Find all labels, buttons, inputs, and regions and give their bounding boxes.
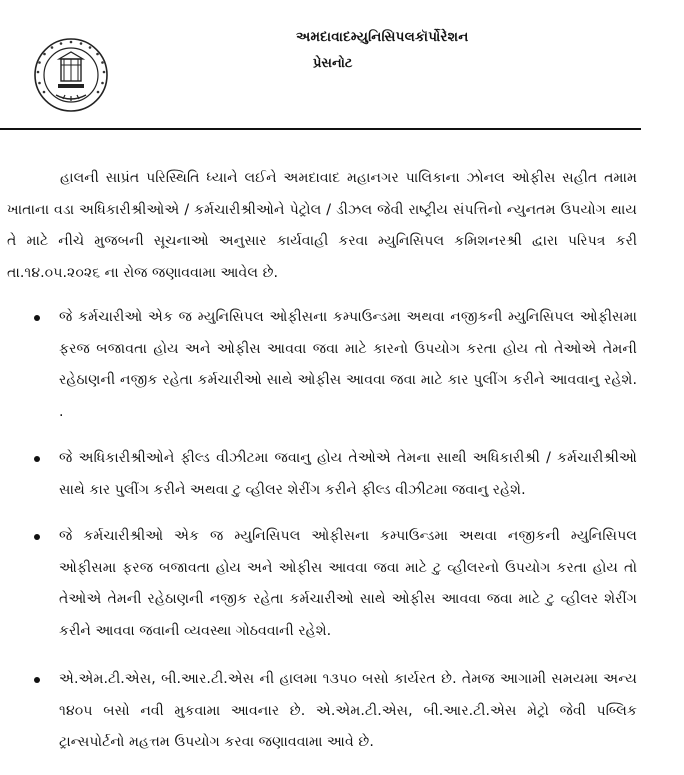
list-item [7, 302, 637, 428]
list-item [7, 521, 637, 647]
list-item-text: એ.એમ.ટી.એસ, બી.આર.ટી.એસ ની હાલમા ૧૩૫૦ બસો કાર્યરત છે. તેમજ આગામી સમયમા અન્ય ૧૪૦૫ બસો નવી મુકવામા આવનાર છે. એ.એમ.ટી.એસ, બી.આર.ટી.એસ મેટ્રો જેવી પબ્લિક ટ્રાન્સપોર્ટનો મહત્તમ ઉપયોગ કરવા જણાવવામા આવે છે. [59, 671, 637, 750]
document-type: પ્રેસનોટ [313, 56, 353, 71]
letterhead [0, 0, 684, 132]
intro-paragraph: હાલની સાપ્રંત પરિસ્થિતિ ધ્યાને લઈને અમદાવાદ મહાનગર પાલિકાના ઝોનલ ઓફીસ સહીત તમામ ખાતાના વડા અધિકારીશ્રીઓએ / કર્મચારીશ્રીઓને પેટ્રોલ / ડીઝલ જેવી રાષ્ટ્રીય સંપત્તિનો ન્યુનતમ ઉપયોગ થાય તે માટે નીચે મુજબની સૂચનાઓ અનુસાર કાર્યવાહી કરવા મ્યુનિસિપલ કમિશનરશ્રી દ્વારા પરિપત્ર કરી તા.૧૪.૦૫.૨૦૨૬ ના રોજ જણાવવામા આવેલ છે. [7, 170, 637, 281]
list-item [7, 443, 637, 506]
instruction-list [7, 302, 637, 759]
list-item-text: જે અધિકારીશ્રીઓને ફીલ્ડ વીઝીટમા જવાનુ હોય તેઓએ તેમના સાથી અધિકારીશ્રી / કર્મચારીશ્રીઓ સાથે કાર પુલીંગ કરીને અથવા ટુ વ્હીલર શેરીંગ કરીને ફીલ્ડ વીઝીટમા જવાનુ રહેશે. [59, 450, 637, 498]
amc-seal-icon [33, 37, 109, 113]
list-item-text: જે કર્મચારીશ્રીઓ એક જ મ્યુનિસિપલ ઓફીસના કમ્પાઉન્ડમા અથવા નજીકની મ્યુનિસિપલ ઓફીસમા ફરજ બજાવતા હોય અને ઓફીસ આવવા જવા માટે ટુ વ્હીલરનો ઉપયોગ કરતા હોય તો તેઓએ તેમની રહેઠાણની નજીક રહેતા કર્મચારીઓ સાથે ઓફીસ આવવા જવા માટે ટુ વ્હીલર શેરીંગ કરીને આવવા જવાની વ્યવસ્થા ગોઠવવાની રહેશે. [59, 528, 637, 639]
bullet-icon [34, 315, 40, 321]
list-item-text: જે કર્મચારીઓ એક જ મ્યુનિસિપલ ઓફીસના કમ્પાઉન્ડમા અથવા નજીકની મ્યુનિસિપલ ઓફીસમા ફરજ બજાવતા હોય અને ઓફીસ આવવા જવા માટે કારનો ઉપયોગ કરતા હોય તો તેઓએ તેમની રહેઠાણની નજીક રહેતા કર્મચારીઓ સાથે ઓફીસ આવવા જવા માટે કાર પુલીંગ કરીને આવવાનુ રહેશે. . [59, 309, 637, 420]
header-divider [0, 128, 641, 130]
organization-name: અમદાવાદમ્યુનિસિપલકૉર્પોરેશન [296, 29, 469, 45]
press-note-body [7, 163, 637, 759]
bullet-icon [34, 456, 40, 462]
bullet-icon [34, 677, 40, 683]
bullet-icon [34, 534, 40, 540]
list-item [7, 664, 637, 759]
